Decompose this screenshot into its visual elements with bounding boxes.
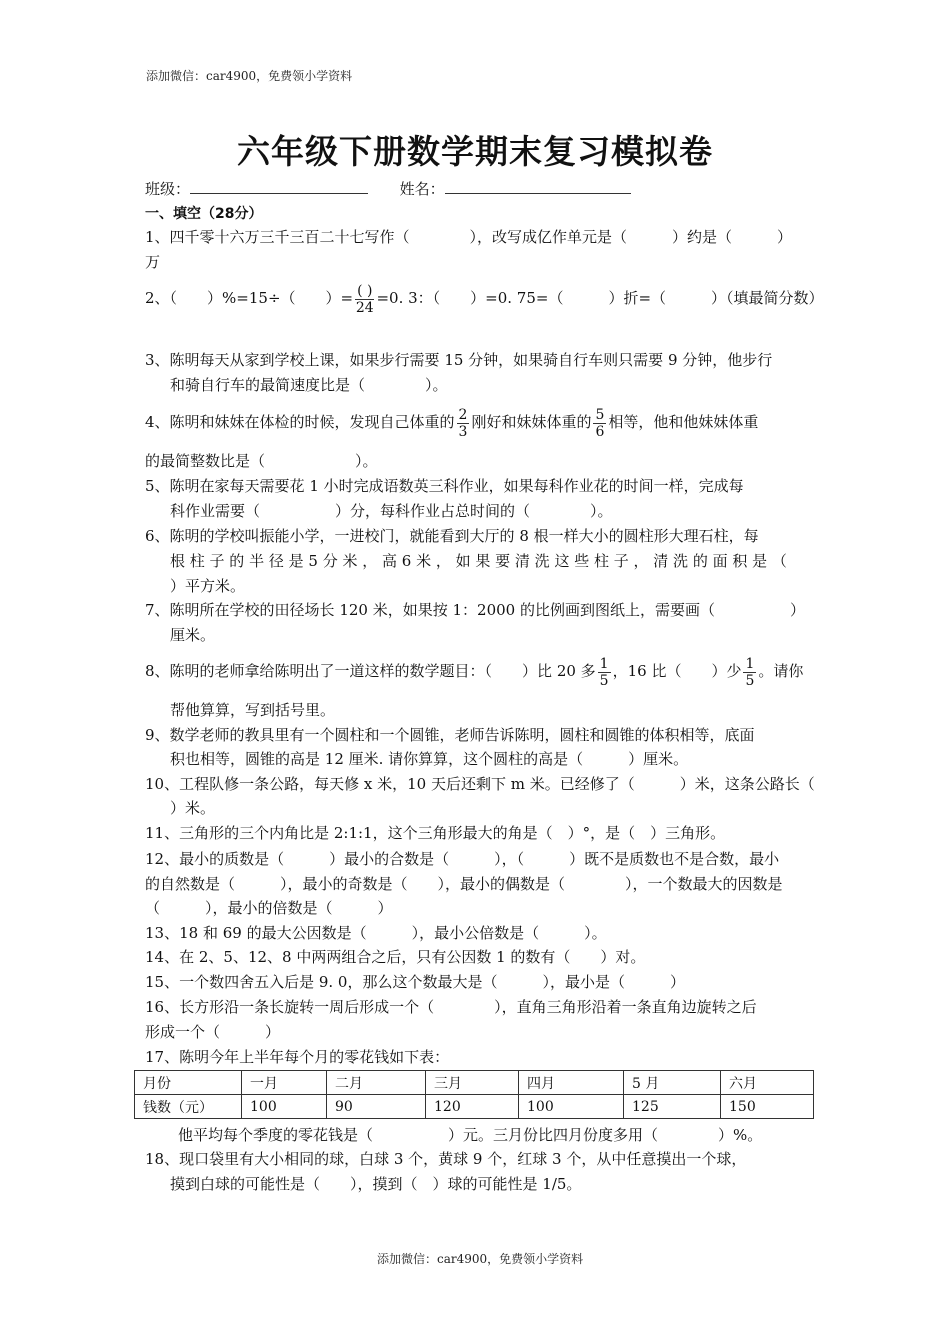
table-cell: 150	[721, 1095, 814, 1119]
q4-fraction-1	[457, 407, 470, 440]
exam-title: 六年级下册数学期末复习模拟卷	[237, 132, 713, 171]
q2-frac-num: ( )	[357, 282, 373, 299]
q3-line1: 3、陈明每天从家到学校上课，如果步行需要 15 分钟，如果骑自行车则只需要 9 分钟，他步行	[145, 351, 773, 369]
q2-frac-den: 24	[355, 299, 374, 316]
q16-line2: 形成一个（ ）	[145, 1023, 281, 1041]
q12-line3: （ ），最小的倍数是（ ）	[145, 899, 393, 917]
table-cell: 钱数（元）	[135, 1095, 242, 1119]
q11: 11、三角形的三个内角比是 2:1:1，这个三角形最大的角是（ ）°，是（ ）三角形。	[145, 824, 726, 842]
q1-line1: 1、四千零十六万三千三百二十七写作（ ），改写成亿作单元是（ ）约是（ ）	[145, 228, 793, 246]
q4-pre: 4、陈明和妹妹在体检的时候，发现自己体重的	[145, 413, 455, 431]
q8-line1	[145, 651, 803, 691]
table-cell: 六月	[721, 1071, 814, 1095]
q7-line1: 7、陈明所在学校的田径场长 120 米，如果按 1：2000 的比例画到图纸上，需要画（ ）	[145, 601, 805, 619]
q16-line1: 16、长方形沿一条长旋转一周后形成一个（ ），直角三角形沿着一条直角边旋转之后	[145, 998, 757, 1016]
watermark-bottom: 添加微信：car4900，免费领小学资料	[377, 1252, 584, 1266]
q2-pre: 2、（ ）%=15÷（ ）=	[145, 289, 354, 307]
q8-pre: 8、陈明的老师拿给陈明出了一道这样的数学题目：（ ）比 20 多	[145, 662, 596, 680]
allowance-table	[134, 1070, 814, 1119]
q2	[145, 278, 824, 318]
table-cell: 5 月	[624, 1071, 721, 1095]
q7-line2: 厘米。	[170, 626, 216, 644]
table-cell: 二月	[327, 1071, 426, 1095]
q4-line1	[145, 402, 758, 442]
q4-f2-den: 6	[595, 423, 605, 440]
q8-f2-den: 5	[745, 672, 755, 689]
q3-line2: 和骑自行车的最简速度比是（ ）。	[170, 376, 448, 394]
table-cell: 100	[519, 1095, 624, 1119]
q4-line2: 的最简整数比是（ ）。	[145, 452, 378, 470]
q8-f2-num: 1	[745, 655, 755, 672]
q6-line3: ）平方米。	[170, 577, 246, 595]
q10-line2: ）米。	[170, 799, 216, 817]
q2-fraction	[355, 283, 374, 316]
q12-line2: 的自然数是（ ），最小的奇数是（ ），最小的偶数是（ ），一个数最大的因数是	[145, 875, 783, 893]
table-cell: 125	[624, 1095, 721, 1119]
table-cell: 120	[426, 1095, 519, 1119]
q4-f1-den: 3	[458, 423, 468, 440]
q8-post: 。请你	[758, 662, 804, 680]
q8-f1-num: 1	[599, 655, 609, 672]
q17-intro: 17、陈明今年上半年每个月的零花钱如下表：	[145, 1048, 450, 1066]
section-heading: 一、填空（28分）	[145, 206, 263, 222]
q1-line2: 万	[145, 253, 161, 271]
q14: 14、在 2、5、12、8 中两两组合之后，只有公因数 1 的数有（ ）对。	[145, 948, 646, 966]
q15: 15、一个数四舍五入后是 9. 0，那么这个数最大是（ ），最小是（ ）	[145, 973, 685, 991]
q4-post: 相等，他和他妹妹体重	[608, 413, 759, 431]
table-row	[135, 1095, 814, 1119]
table-cell: 四月	[519, 1071, 624, 1095]
table-cell: 100	[242, 1095, 327, 1119]
q17-followup: 他平均每个季度的零花钱是（ ）元。三月份比四月份度多用（ ）%。	[178, 1126, 763, 1144]
q8-mid: ，16 比（ ）少	[612, 662, 742, 680]
watermark-top: 添加微信：car4900，免费领小学资料	[146, 69, 353, 83]
q9-line2: 积也相等，圆锥的高是 12 厘米. 请你算算，这个圆柱的高是（ ）厘米。	[170, 750, 689, 768]
q2-post: =0. 3：（ ）=0. 75=（ ）折=（ ）（填最简分数）	[376, 289, 824, 307]
table-cell: 90	[327, 1095, 426, 1119]
name-blank	[445, 179, 631, 194]
q18-line2: 摸到白球的可能性是（ ），摸到（ ）球的可能性是 1/5。	[170, 1175, 582, 1193]
q12-line1: 12、最小的质数是（ ）最小的合数是（ ），（ ）既不是质数也不是合数，最小	[145, 850, 780, 868]
q4-fraction-2	[593, 407, 606, 440]
class-label: 班级：	[145, 180, 191, 198]
q4-mid: 刚好和妹妹体重的	[471, 413, 592, 431]
table-header-row	[135, 1071, 814, 1095]
q10-line1: 10、工程队修一条公路，每天修 x 米，10 天后还剩下 m 米。已经修了（ ）米，这条公路长（	[145, 775, 815, 793]
q4-f2-num: 5	[595, 406, 605, 423]
q8-f1-den: 5	[599, 672, 609, 689]
table-cell: 一月	[242, 1071, 327, 1095]
table-cell: 月份	[135, 1071, 242, 1095]
q13: 13、18 和 69 的最大公因数是（ ），最小公倍数是（ ）。	[145, 924, 607, 942]
q5-line1: 5、陈明在家每天需要花 1 小时完成语数英三科作业，如果每科作业花的时间一样，完成每	[145, 477, 744, 495]
q6-line1: 6、陈明的学校叫振能小学，一进校门，就能看到大厅的 8 根一样大小的圆柱形大理石柱，每	[145, 527, 759, 545]
table-cell: 三月	[426, 1071, 519, 1095]
name-label: 姓名：	[399, 180, 445, 198]
q6-line2: 根 柱 子 的 半 径 是 5 分 米 ， 高 6 米 ， 如 果 要 清 洗 这 些 柱 子 ， 清 洗 的 面 积 是 （	[170, 552, 787, 570]
q18-line1: 18、现口袋里有大小相同的球，白球 3 个，黄球 9 个，红球 3 个，从中任意摸出一个球，	[145, 1150, 747, 1168]
class-name-row	[145, 178, 631, 200]
q9-line1: 9、数学老师的教具里有一个圆柱和一个圆锥，老师告诉陈明，圆柱和圆锥的体积相等，底面	[145, 726, 755, 744]
q8-fraction-2	[743, 656, 756, 689]
class-blank	[190, 179, 368, 194]
q4-f1-num: 2	[458, 406, 468, 423]
q5-line2: 科作业需要（ ）分，每科作业占总时间的（ ）。	[170, 502, 613, 520]
q8-line2: 帮他算算，写到括号里。	[170, 701, 336, 719]
q8-fraction-1	[598, 656, 611, 689]
